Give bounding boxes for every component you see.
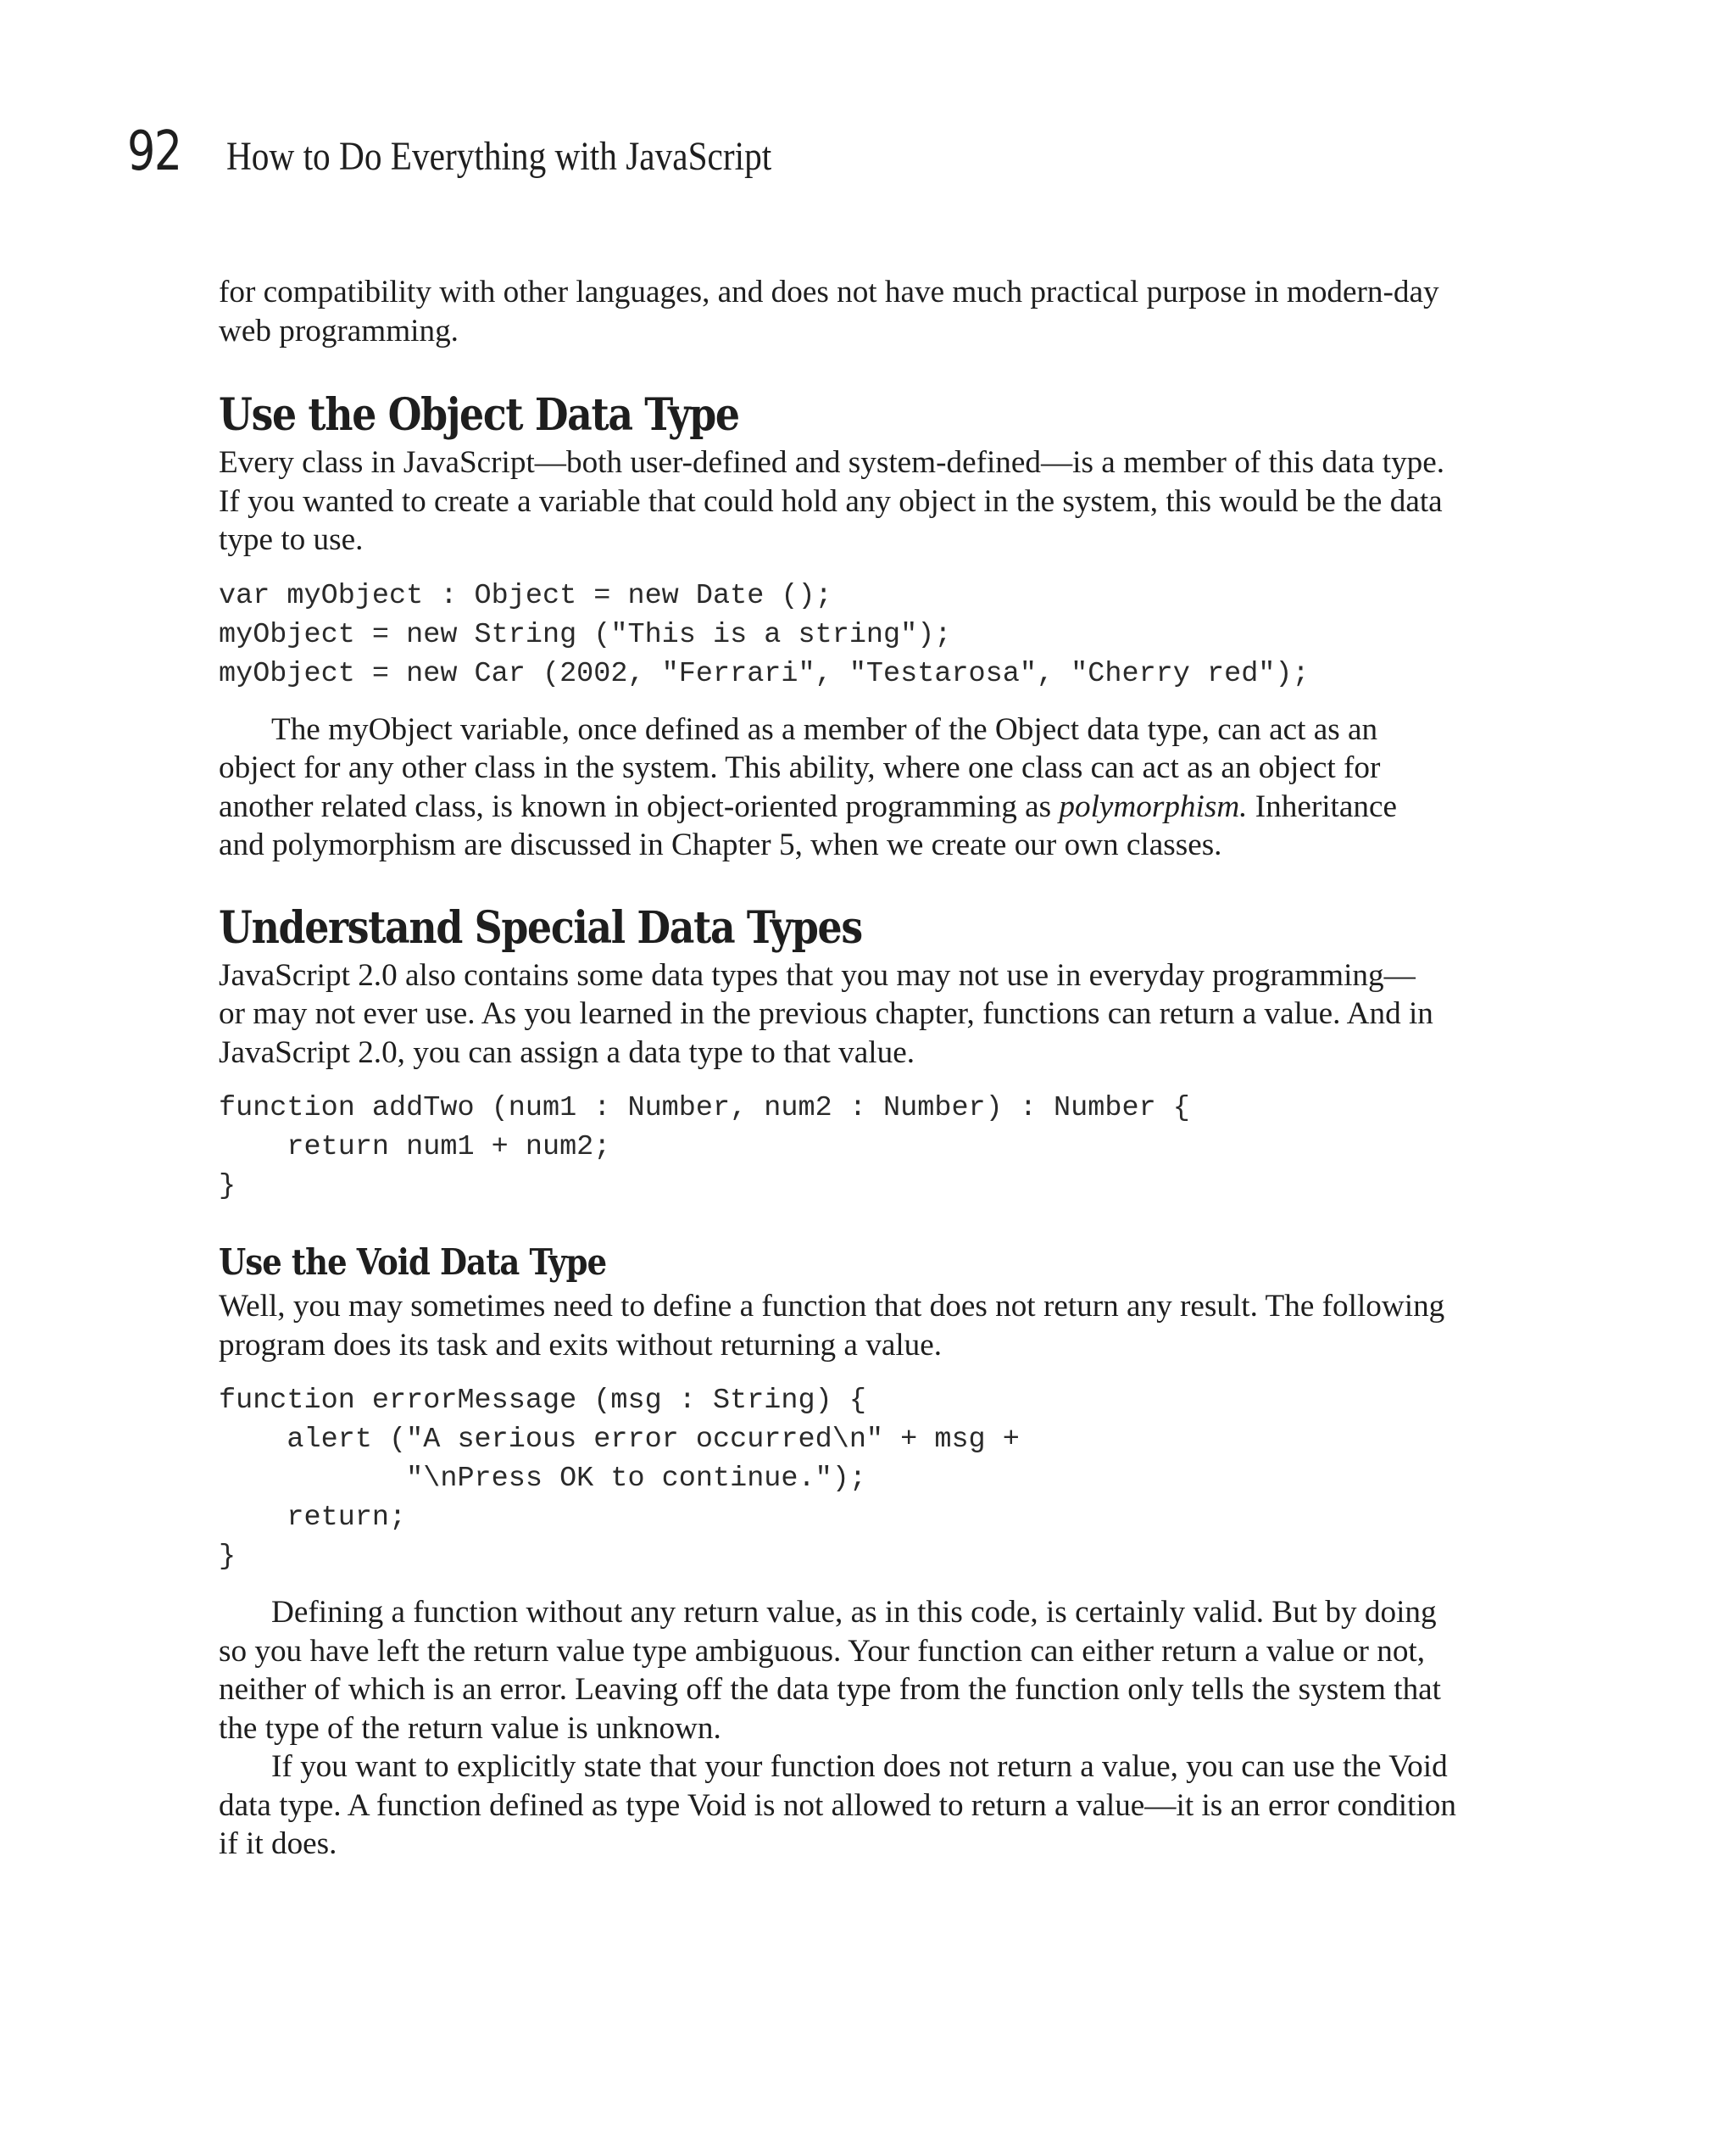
code-block-addtwo: function addTwo (num1 : Number, num2 : Number) : Number { return num1 + num2; }	[219, 1092, 1190, 1202]
code-block-error-message: function errorMessage (msg : String) { alert ("A serious error occurred\n" + msg + "\nPress OK to continue."); return; }	[219, 1385, 1020, 1573]
object-data-type-paragraph: Every class in JavaScript—both user-defined and system-defined—is a member of this data type. If you wanted to create a variable that could hold any object in the system, this would be the data type to use.	[219, 445, 1445, 557]
polymorphism-text-start: The myObject variable, once defined as a member of the Object data type, can act as an object for any other class in the system. This ability, where one class can act as an object for another related class, is known in object-oriented programming as	[219, 711, 1381, 824]
special-data-types-paragraph: JavaScript 2.0 also contains some data types that you may not use in everyday programming— or may not ever use. As you learned in the previous chapter, functions can return a value. And in JavaScript 2.0, you can assign a data type to that value.	[219, 957, 1433, 1070]
intro-paragraph: for compatibility with other languages, and does not have much practical purpose in modern-day web programming.	[219, 275, 1439, 348]
polymorphism-text-end: Inheritance and polymorphism are discussed in Chapter 5, when we create our own classes.	[219, 789, 1398, 862]
polymorphism-term: polymorphism.	[1059, 789, 1248, 824]
explicit-void-paragraph: If you want to explicitly state that your function does not return a value, you can use the Void data type. A function defined as type Void is not allowed to return a value—it is an error condition if it does.	[219, 1749, 1456, 1861]
book-title: How to Do Everything with JavaScript	[226, 134, 772, 179]
page-body	[219, 273, 1499, 1864]
heading-special-data-types: Understand Special Data Types	[219, 901, 862, 954]
page-number: 92	[127, 120, 181, 183]
code-block-object: var myObject : Object = new Date (); myObject = new String ("This is a string"); myObject = new Car (2002, "Ferrari", "Testarosa", "Cherry red");	[219, 579, 1310, 690]
void-data-type-paragraph: Well, you may sometimes need to define a function that does not return any result. The following program does its task and exits without returning a value.	[219, 1289, 1445, 1363]
heading-void-data-type: Use the Void Data Type	[219, 1241, 607, 1283]
defining-function-paragraph: Defining a function without any return value, as in this code, is certainly valid. But by doing so you have left the return value type ambiguous. Your function can either return a value or not, neither of which is an error. Leaving off the data type from the function only tells the system that the type of the return value is unknown.	[219, 1595, 1441, 1746]
polymorphism-paragraph	[219, 711, 1499, 865]
running-head	[127, 120, 860, 197]
heading-object-data-type: Use the Object Data Type	[219, 389, 739, 441]
